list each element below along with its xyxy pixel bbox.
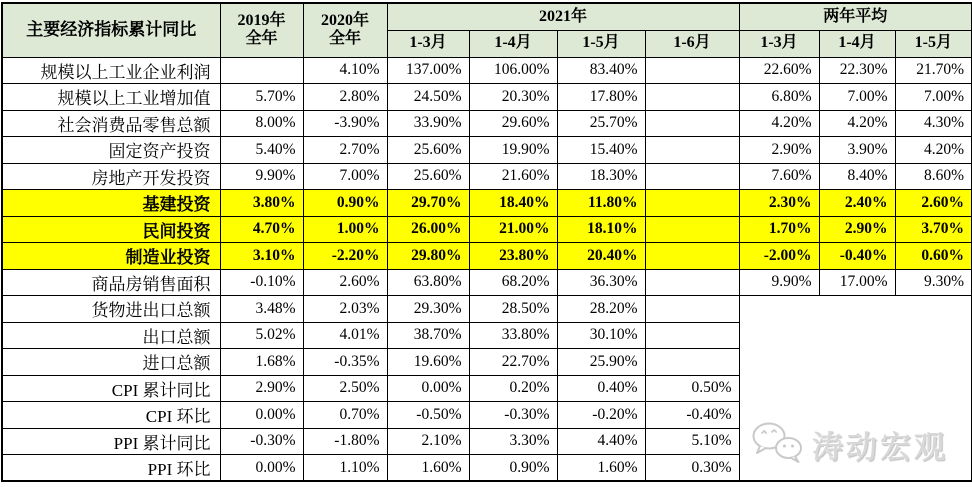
value-cell: 4.30% — [895, 110, 972, 137]
value-cell: 0.50% — [645, 375, 739, 402]
value-cell: 2.90% — [739, 137, 819, 164]
value-cell: 23.80% — [469, 243, 557, 270]
table-row — [2, 296, 972, 323]
value-cell: 3.70% — [895, 216, 972, 243]
value-cell: 0.00% — [387, 375, 469, 402]
value-cell: -2.00% — [739, 243, 819, 270]
value-cell: 4.20% — [895, 137, 972, 164]
value-cell: 25.60% — [387, 137, 469, 164]
value-cell: 4.40% — [557, 428, 645, 455]
table-header — [2, 3, 972, 57]
value-cell: -0.30% — [469, 402, 557, 429]
value-cell: 0.00% — [220, 402, 303, 429]
value-cell: -0.10% — [220, 269, 303, 296]
value-cell: 29.70% — [387, 190, 469, 217]
value-cell: 3.10% — [220, 243, 303, 270]
table-row — [2, 163, 972, 190]
value-cell: 7.60% — [739, 163, 819, 190]
col-header-2019-line1: 2019年 — [237, 11, 286, 29]
value-cell: 2.30% — [739, 190, 819, 217]
value-cell: 25.70% — [557, 110, 645, 137]
col-header-avg-m1-4: 1-4月 — [819, 30, 895, 57]
row-label: 房地产开发投资 — [2, 163, 220, 190]
value-cell: 137.00% — [387, 57, 469, 84]
value-cell: 18.10% — [557, 216, 645, 243]
value-cell: 2.40% — [819, 190, 895, 217]
col-header-2020-line1: 2020年 — [320, 11, 369, 29]
row-label: 基建投资 — [2, 190, 220, 217]
value-cell: 33.90% — [387, 110, 469, 137]
value-cell: 30.10% — [557, 322, 645, 349]
value-cell: 83.40% — [557, 57, 645, 84]
value-cell: 1.00% — [303, 216, 387, 243]
value-cell — [645, 190, 739, 217]
value-cell: 6.80% — [739, 84, 819, 111]
table-row — [2, 216, 972, 243]
value-cell: 22.30% — [819, 57, 895, 84]
value-cell: -3.90% — [303, 110, 387, 137]
value-cell: 7.00% — [303, 163, 387, 190]
value-cell: 1.10% — [303, 455, 387, 482]
value-cell: 15.40% — [557, 137, 645, 164]
value-cell — [645, 216, 739, 243]
row-label: 社会消费品零售总额 — [2, 110, 220, 137]
row-label: 固定资产投资 — [2, 137, 220, 164]
value-cell: 21.60% — [469, 163, 557, 190]
value-cell: 1.60% — [387, 455, 469, 482]
value-cell: 22.70% — [469, 349, 557, 376]
value-cell: 26.00% — [387, 216, 469, 243]
col-header-2019 — [220, 3, 303, 57]
table-row — [2, 84, 972, 111]
value-cell: 28.50% — [469, 296, 557, 323]
value-cell: 0.40% — [557, 375, 645, 402]
value-cell: 106.00% — [469, 57, 557, 84]
value-cell: 24.50% — [387, 84, 469, 111]
value-cell: 33.80% — [469, 322, 557, 349]
value-cell: 4.20% — [819, 110, 895, 137]
value-cell: 3.80% — [220, 190, 303, 217]
value-cell: 21.70% — [895, 57, 972, 84]
value-cell — [645, 163, 739, 190]
value-cell: -2.20% — [303, 243, 387, 270]
value-cell: 2.90% — [220, 375, 303, 402]
value-cell: 2.10% — [387, 428, 469, 455]
value-cell: -1.80% — [303, 428, 387, 455]
value-cell: 22.60% — [739, 57, 819, 84]
table-row — [2, 57, 972, 84]
value-cell: -0.30% — [220, 428, 303, 455]
row-label: 规模以上工业企业利润 — [2, 57, 220, 84]
row-label: CPI 累计同比 — [2, 375, 220, 402]
value-cell: 7.00% — [895, 84, 972, 111]
value-cell: 9.90% — [220, 163, 303, 190]
value-cell: 20.30% — [469, 84, 557, 111]
value-cell: 8.40% — [819, 163, 895, 190]
value-cell: 2.50% — [303, 375, 387, 402]
value-cell: -0.35% — [303, 349, 387, 376]
value-cell: 5.02% — [220, 322, 303, 349]
value-cell — [645, 57, 739, 84]
row-label: PPI 环比 — [2, 455, 220, 482]
value-cell: 17.00% — [819, 269, 895, 296]
table-title: 主要经济指标累计同比 — [2, 3, 220, 57]
col-header-2020 — [303, 3, 387, 57]
col-header-2021-m1-4: 1-4月 — [469, 30, 557, 57]
value-cell: 3.48% — [220, 296, 303, 323]
col-header-avg-m1-3: 1-3月 — [739, 30, 819, 57]
value-cell — [645, 243, 739, 270]
value-cell: 18.30% — [557, 163, 645, 190]
header-row-groups — [2, 3, 972, 30]
value-cell: 9.90% — [739, 269, 819, 296]
col-header-2021-m1-6: 1-6月 — [645, 30, 739, 57]
value-cell: -0.50% — [387, 402, 469, 429]
value-cell: 4.20% — [739, 110, 819, 137]
value-cell: -0.20% — [557, 402, 645, 429]
table-row — [2, 110, 972, 137]
row-label: CPI 环比 — [2, 402, 220, 429]
value-cell: 21.00% — [469, 216, 557, 243]
col-header-2019-line2: 全年 — [245, 30, 278, 48]
value-cell: 0.90% — [303, 190, 387, 217]
value-cell: -0.40% — [819, 243, 895, 270]
value-cell: 7.00% — [819, 84, 895, 111]
value-cell: 68.20% — [469, 269, 557, 296]
value-cell: 3.90% — [819, 137, 895, 164]
value-cell: 0.90% — [469, 455, 557, 482]
merged-empty-cell — [739, 296, 972, 482]
value-cell: 0.60% — [895, 243, 972, 270]
value-cell: 0.30% — [645, 455, 739, 482]
value-cell: 29.30% — [387, 296, 469, 323]
value-cell: 0.20% — [469, 375, 557, 402]
row-label: 规模以上工业增加值 — [2, 84, 220, 111]
row-label: 商品房销售面积 — [2, 269, 220, 296]
value-cell: -0.40% — [645, 402, 739, 429]
value-cell: 36.30% — [557, 269, 645, 296]
table-row — [2, 269, 972, 296]
value-cell: 29.80% — [387, 243, 469, 270]
value-cell: 4.01% — [303, 322, 387, 349]
value-cell — [645, 137, 739, 164]
table-row — [2, 190, 972, 217]
value-cell: 2.70% — [303, 137, 387, 164]
value-cell — [645, 110, 739, 137]
value-cell: 2.80% — [303, 84, 387, 111]
value-cell — [220, 57, 303, 84]
value-cell — [645, 322, 739, 349]
value-cell: 2.90% — [819, 216, 895, 243]
value-cell: 4.10% — [303, 57, 387, 84]
value-cell: 28.20% — [557, 296, 645, 323]
value-cell: 18.40% — [469, 190, 557, 217]
value-cell: 20.40% — [557, 243, 645, 270]
value-cell: 0.00% — [220, 455, 303, 482]
value-cell: 8.60% — [895, 163, 972, 190]
row-label: PPI 累计同比 — [2, 428, 220, 455]
value-cell: 25.90% — [557, 349, 645, 376]
col-header-2021-m1-5: 1-5月 — [557, 30, 645, 57]
value-cell: 9.30% — [895, 269, 972, 296]
group-header-2021: 2021年 — [387, 3, 739, 30]
row-label: 货物进出口总额 — [2, 296, 220, 323]
value-cell: 5.70% — [220, 84, 303, 111]
value-cell: 19.90% — [469, 137, 557, 164]
value-cell: 1.68% — [220, 349, 303, 376]
value-cell: 17.80% — [557, 84, 645, 111]
row-label: 制造业投资 — [2, 243, 220, 270]
value-cell: 2.60% — [895, 190, 972, 217]
value-cell: 5.40% — [220, 137, 303, 164]
value-cell — [645, 349, 739, 376]
watermark-text: 涛动宏观 — [812, 430, 948, 465]
table-body — [2, 57, 972, 481]
value-cell: 4.70% — [220, 216, 303, 243]
group-header-two-year-avg: 两年平均 — [739, 3, 972, 30]
value-cell: 19.60% — [387, 349, 469, 376]
row-label: 民间投资 — [2, 216, 220, 243]
value-cell: 1.60% — [557, 455, 645, 482]
value-cell: 25.60% — [387, 163, 469, 190]
table-row — [2, 243, 972, 270]
value-cell: 2.03% — [303, 296, 387, 323]
value-cell: 29.60% — [469, 110, 557, 137]
value-cell: 63.80% — [387, 269, 469, 296]
value-cell: 11.80% — [557, 190, 645, 217]
economic-indicators-table — [1, 2, 972, 482]
value-cell: 0.70% — [303, 402, 387, 429]
value-cell: 5.10% — [645, 428, 739, 455]
col-header-2021-m1-3: 1-3月 — [387, 30, 469, 57]
value-cell: 2.60% — [303, 269, 387, 296]
value-cell: 38.70% — [387, 322, 469, 349]
col-header-2020-line2: 全年 — [328, 30, 361, 48]
row-label: 进口总额 — [2, 349, 220, 376]
value-cell — [645, 84, 739, 111]
value-cell: 1.70% — [739, 216, 819, 243]
value-cell — [645, 296, 739, 323]
value-cell — [645, 269, 739, 296]
value-cell: 8.00% — [220, 110, 303, 137]
col-header-avg-m1-5: 1-5月 — [895, 30, 972, 57]
value-cell: 3.30% — [469, 428, 557, 455]
table-row — [2, 137, 972, 164]
row-label: 出口总额 — [2, 322, 220, 349]
